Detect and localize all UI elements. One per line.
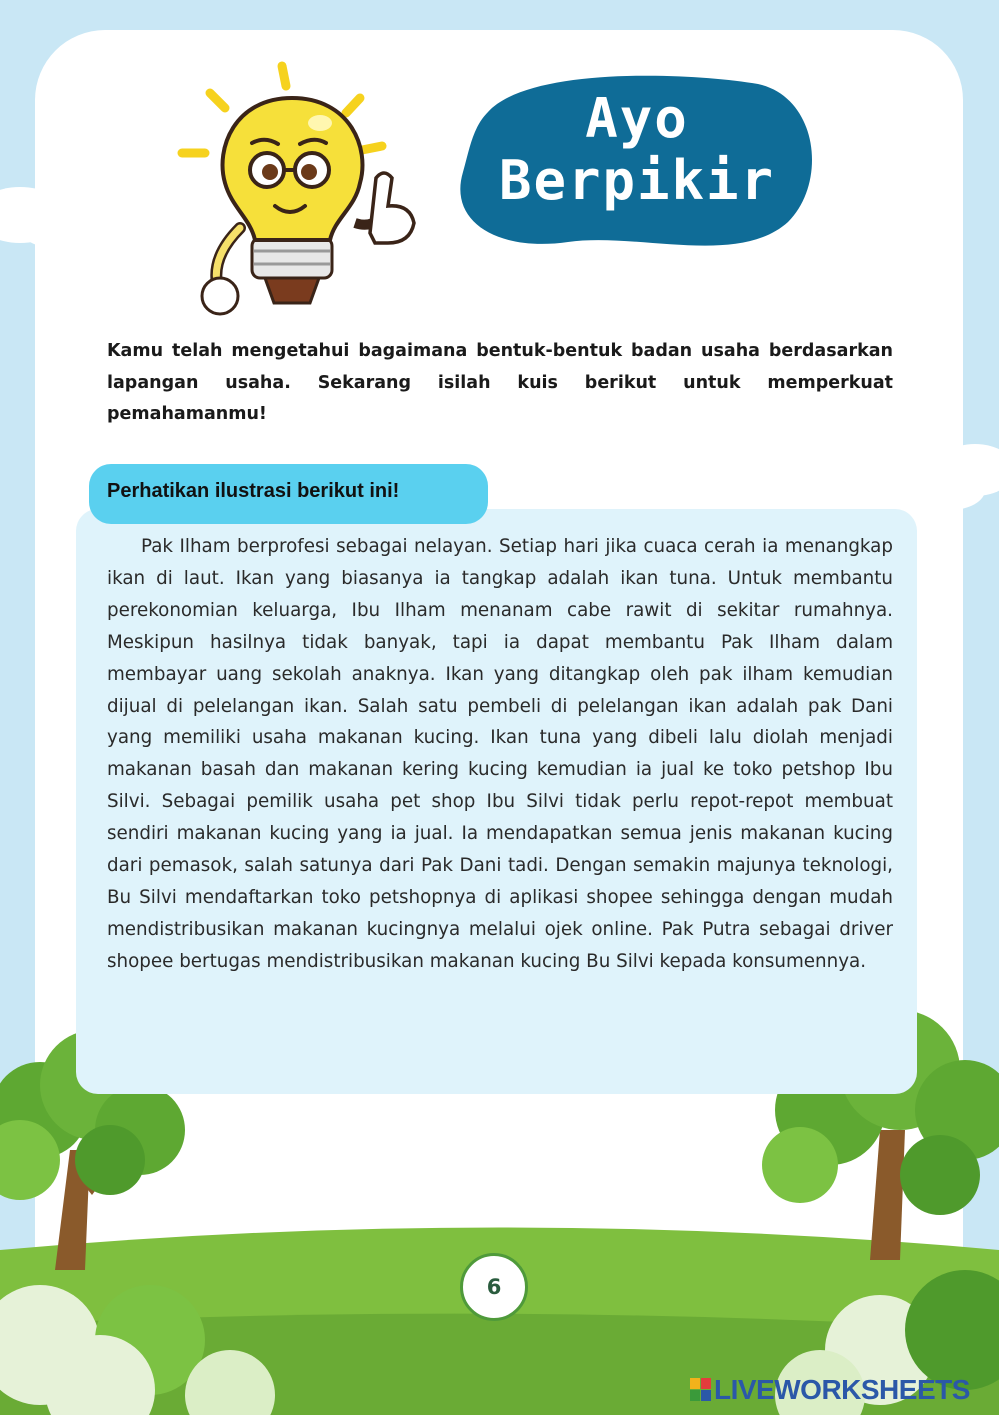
brand-name: LIVEWORKSHEETS <box>714 1374 970 1405</box>
liveworksheets-logo-icon <box>690 1378 712 1402</box>
page-title <box>458 88 816 212</box>
story-paragraph: Pak Ilham berprofesi sebagai nelayan. Setiap hari jika cuaca cerah ia menangkap ikan di laut. Ikan yang biasanya ia tangkap adalah ikan tuna. Untuk membantu perekonomian keluarga, Ibu Ilham menanam cabe rawit di sekitar rumahnya. Meskipun hasilnya tidak banyak, tapi ia dapat membantu Pak Ilham dalam membayar uang sekolah anaknya. Ikan yang ditangkap oleh pak ilham kemudian dijual di pelelangan ikan. Salah satu pembeli di pelelangan ikan adalah pak Dani yang memiliki usaha makanan kucing. Ikan tuna yang dibeli lalu diolah menjadi makanan basah dan makanan kering kucing kemudian ia jual ke toko petshop Ibu Silvi. Sebagai pemilik usaha pet shop Ibu Silvi tidak perlu repot-repot membuat sendiri makanan kucing yang ia jual. Ia mendapatkan semua jenis makanan kucing dari pemasok, salah satunya dari Pak Dani tadi. Dengan semakin majunya teknologi, Bu Silvi mendaftarkan toko petshopnya di aplikasi shopee sehingga dengan mudah mendistribusikan makanan kucingnya melalui ojek online. Pak Putra sebagai driver shopee bertugas mendistribusikan makanan kucing Bu Silvi kepada konsumennya. <box>107 536 893 972</box>
title-line-2: Berpikir <box>498 149 776 212</box>
brand-logo <box>690 1372 970 1408</box>
page-number: 6 <box>486 1275 502 1299</box>
lightbulb-mascot-icon <box>170 58 430 323</box>
title-line-1: Ayo <box>585 87 689 150</box>
section-heading: Perhatikan ilustrasi berikut ini! <box>107 480 400 502</box>
intro-paragraph: Kamu telah mengetahui bagaimana bentuk-bentuk badan usaha berdasarkan lapangan usaha. Sekarang isilah kuis berikut untuk memperkuat pemahamanmu! <box>107 341 893 424</box>
page-number-badge <box>460 1253 528 1321</box>
